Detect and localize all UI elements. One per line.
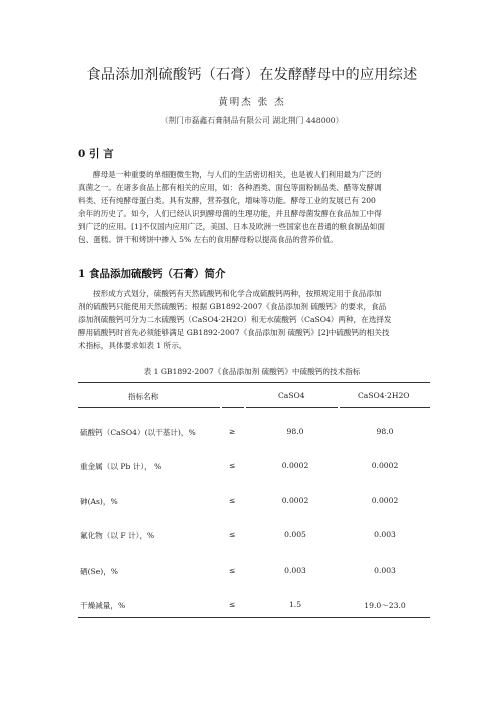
row-operator: ≤ bbox=[229, 496, 236, 505]
table-header-rule bbox=[246, 407, 338, 408]
row-value-caso4: 0.0002 bbox=[281, 461, 309, 470]
table-header-caso4-2h2o: CaSO4·2H2O bbox=[358, 391, 410, 400]
row-operator: ≥ bbox=[229, 427, 236, 436]
paper-title: 食品添加剂硫酸钙（石膏）在发酵酵母中的应用综述 bbox=[86, 67, 418, 83]
row-value-caso4: 0.005 bbox=[284, 530, 306, 539]
section-heading-gypsum: 1 食品添加硫酸钙（石膏）简介 bbox=[78, 268, 226, 280]
row-value-caso4: 0.0002 bbox=[281, 496, 309, 505]
paragraph-line: 到广泛的应用。[1]不仅国内应用广泛，美国、日本及欧洲一些国家也在普通的粮食制品如面 bbox=[78, 222, 385, 231]
table-bottom-rule bbox=[78, 617, 430, 618]
row-operator: ≤ bbox=[229, 530, 236, 539]
paragraph-line: 剂的硫酸钙只能使用天然硫酸钙；根据 GB1892-2007《食品添加剂 硫酸钙》的要求，食品 bbox=[78, 302, 387, 311]
paragraph-line: 术指标，具体要求如表 1 所示。 bbox=[78, 341, 187, 350]
paragraph-line: 余年的历史了。如今，人们已经认识到酵母菌的生理功能，并且酵母菌发酵在食品加工中得 bbox=[78, 209, 382, 218]
row-value-caso4-2h2o: 0.0002 bbox=[371, 496, 399, 505]
table-top-rule bbox=[78, 382, 430, 383]
paragraph-line: 酵母是一种重要的单细胞微生物，与人们的生活密切相关，也是被人们利用最为广泛的 bbox=[93, 170, 382, 179]
row-value-caso4-2h2o: 19.0～23.0 bbox=[364, 601, 406, 610]
table-header-rule bbox=[222, 407, 244, 408]
paper-affiliation: （荆门市磊鑫石膏制品有限公司 湖北荆门 448000） bbox=[160, 116, 344, 125]
row-value-caso4-2h2o: 0.003 bbox=[374, 566, 396, 575]
table-header-caso4: CaSO4 bbox=[278, 391, 305, 400]
table-header-rule bbox=[78, 407, 220, 408]
paragraph-line: 酵用硫酸钙时首先必须能够满足 GB1892-2007《食品添加剂 硫酸钙》[2]中硫酸钙的相关技 bbox=[78, 328, 390, 337]
paragraph-line: 料类、还有纯酵母蛋白类。具有发酵，营养强化，增味等功能。酵母工业的发展已有 200 bbox=[78, 196, 376, 205]
row-operator: ≤ bbox=[229, 566, 236, 575]
row-label: 干燥减量，% bbox=[80, 601, 126, 610]
row-value-caso4-2h2o: 0.0002 bbox=[371, 461, 399, 470]
paragraph-line: 添加剂硫酸钙可分为二水硫酸钙（CaSO4·2H2O）和无水硫酸钙（CaSO4）两种，在选择发 bbox=[78, 315, 392, 324]
table-header-name: 指标名称 bbox=[128, 392, 159, 401]
table-caption: 表 1 GB1892-2007《食品添加剂 硫酸钙》中硫酸钙的技术指标 bbox=[143, 367, 361, 376]
row-value-caso4: 0.003 bbox=[284, 566, 306, 575]
paper-authors: 黄明杰 张 杰 bbox=[218, 97, 286, 108]
row-operator: ≤ bbox=[229, 461, 236, 470]
row-operator: ≤ bbox=[229, 600, 236, 609]
row-value-caso4: 1.5 bbox=[288, 600, 302, 609]
row-label: 砷(As)，% bbox=[80, 497, 118, 506]
section-heading-intro: 0 引 言 bbox=[78, 148, 114, 160]
row-value-caso4-2h2o: 98.0 bbox=[376, 427, 394, 436]
row-label: 硒(Se)，% bbox=[80, 567, 119, 576]
table-header-rule bbox=[340, 407, 430, 408]
paragraph-line: 包、蛋糕、饼干和烤饼中掺入 5% 左右的食用酵母粉以提高食品的营养价值。 bbox=[78, 235, 338, 244]
row-label: 重金属（以 Pb 计）， % bbox=[80, 462, 162, 471]
row-value-caso4: 98.0 bbox=[286, 427, 304, 436]
row-label: 氟化物（以 F 计），% bbox=[80, 531, 155, 540]
row-label: 硫酸钙（CaSO4）(以干基计)，% bbox=[80, 428, 196, 437]
paragraph-line: 按形成方式划分，硫酸钙有天然硫酸钙和化学合成硫酸钙两种，按照规定用于食品添加 bbox=[93, 289, 382, 298]
row-value-caso4-2h2o: 0.003 bbox=[374, 530, 396, 539]
paragraph-line: 真菌之一。在诸多食品上都有相关的应用，如：各种酒类、面包等面粉制品类、醋等发酵调 bbox=[78, 183, 382, 192]
